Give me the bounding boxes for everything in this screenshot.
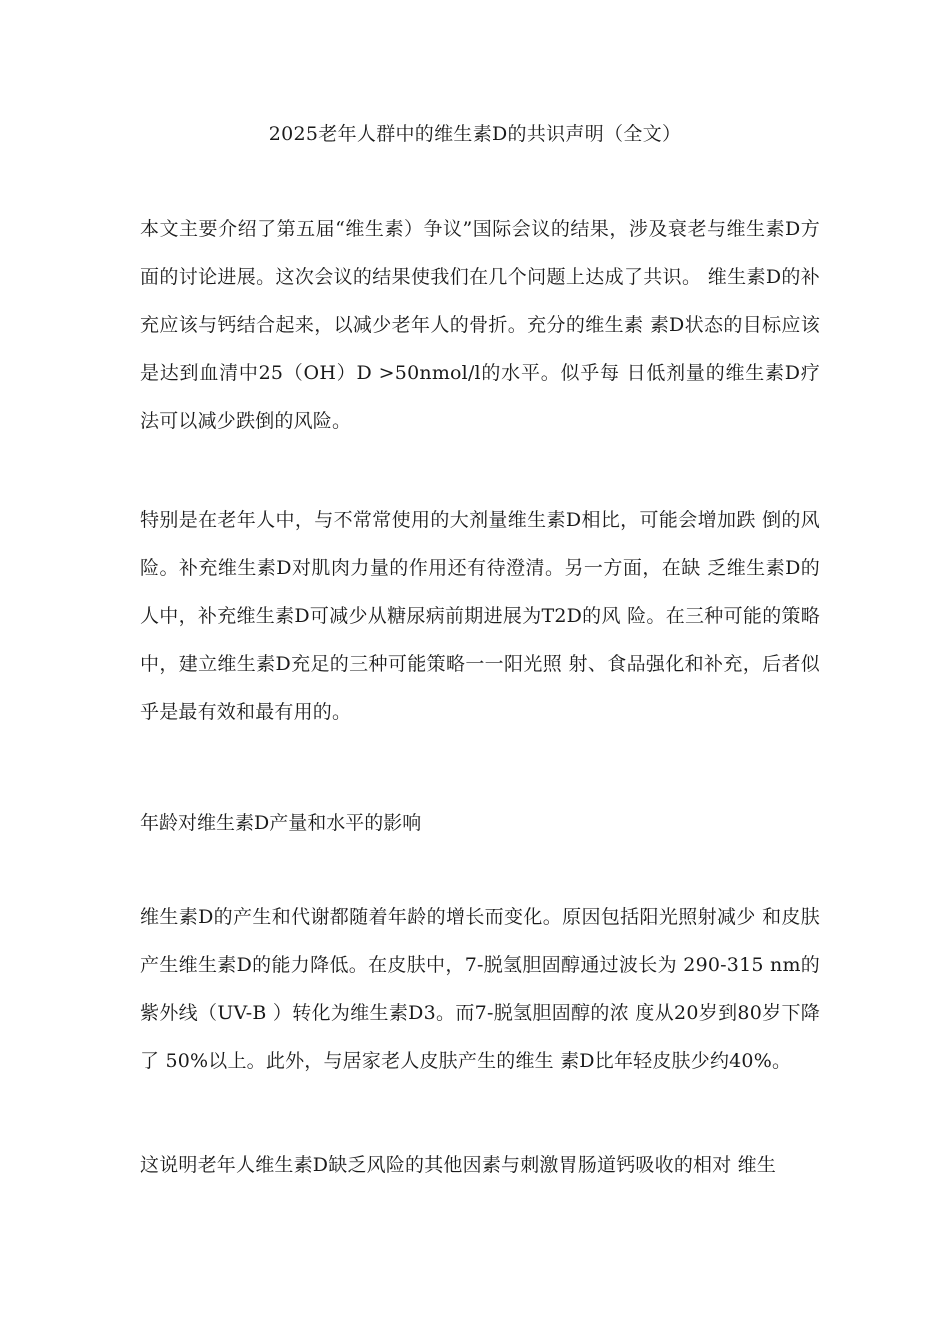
paragraph-deficiency-risk: 这说明老年人维生素D缺乏风险的其他因素与刺激胃肠道钙吸收的相对 维生 xyxy=(140,1154,777,1176)
section-heading: 年龄对维生素D产量和水平的影响 xyxy=(140,812,422,834)
paragraph-age-production: 维生素D的产生和代谢都随着年龄的增长而变化。原因包括阳光照射减少 和皮肤产生维生素D的能力降低。在皮肤中，7-脱氢胆固醇通过波长为 290-315 nm的紫外线（UV-B ）转化为维生素D3。而7-脱氢胆固醇的浓 度从20岁到80岁下降了 50%以上。此外，与居家老人皮肤产生的维生 素D比年轻皮肤少约40%。 xyxy=(140,906,820,1072)
paragraph-intro: 本文主要介绍了第五届“维生素）争议”国际会议的结果，涉及衰老与维生素D方面的讨论进展。这次会议的结果使我们在几个问题上达成了共识。 维生素D的补充应该与钙结合起来，以减少老年人的骨折。充分的维生素 素D状态的目标应该是达到血清中25（OH）D >50nmol/l的水平。似乎每 日低剂量的维生素D疗法可以减少跌倒的风险。 xyxy=(140,218,820,432)
paragraph-falls-risk: 特别是在老年人中，与不常常使用的大剂量维生素D相比，可能会增加跌 倒的风险。补充维生素D对肌肉力量的作用还有待澄清。另一方面，在缺 乏维生素D的人中，补充维生素D可减少从糖尿病前期进展为T2D的风 险。在三种可能的策略中，建立维生素D充足的三种可能策略一一阳光照 射、食品强化和补充，后者似乎是最有效和最有用的。 xyxy=(140,509,820,723)
document-title: 2025老年人群中的维生素D的共识声明（全文） xyxy=(268,123,682,145)
